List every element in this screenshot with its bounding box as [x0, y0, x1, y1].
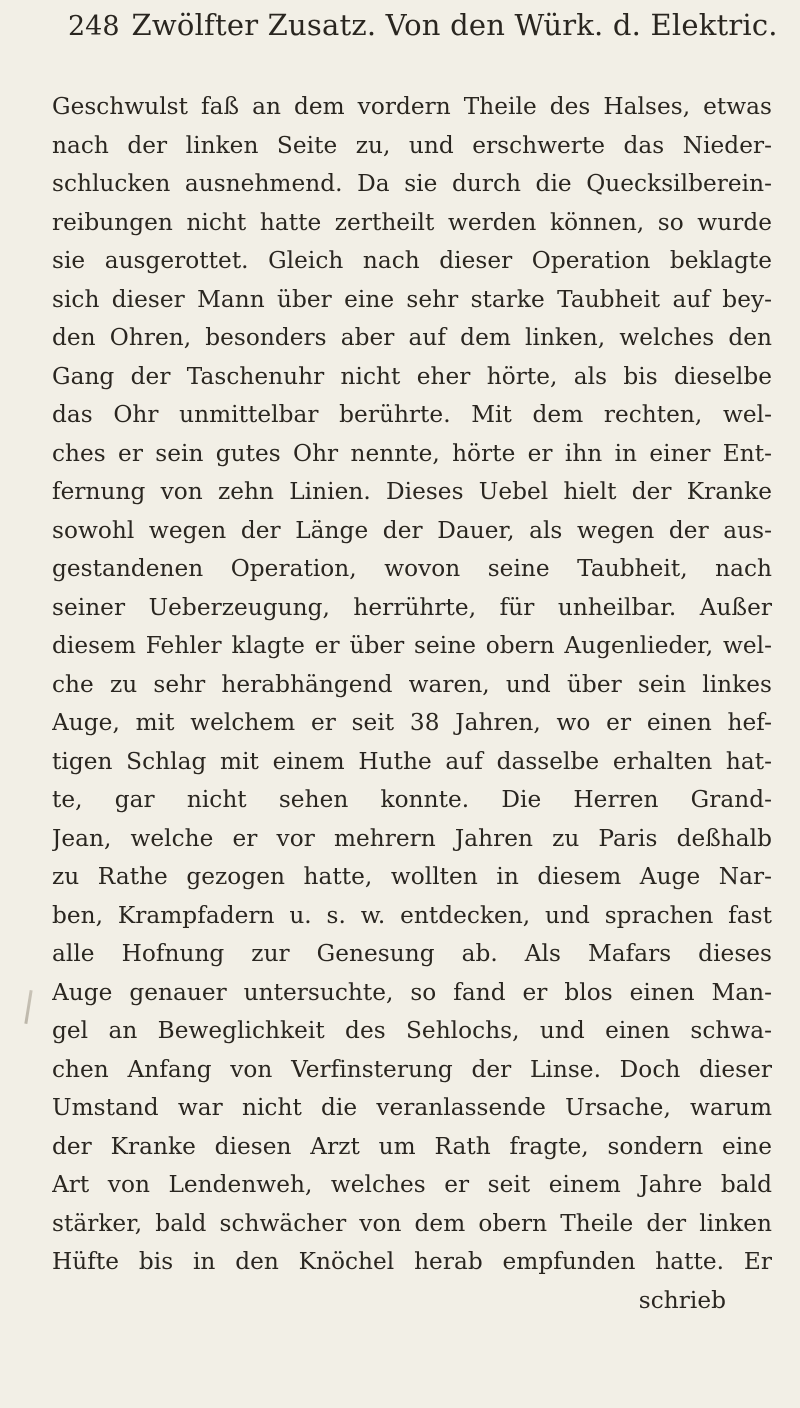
text-line: Jean, welche er vor mehrern Jahren zu Paris deßhalb — [52, 824, 772, 852]
text-line: Hüfte bis in den Knöchel herab empfunden hatte. Er — [52, 1248, 772, 1275]
text-line: reibungen nicht hatte zertheilt werden können, so wurde — [52, 208, 772, 236]
page-number: 248 — [68, 11, 120, 42]
text-line: Auge genauer untersuchte, so fand er blos einen Man- — [52, 978, 772, 1006]
text-line: te, gar nicht sehen konnte. Die Herren Grand- — [52, 786, 772, 813]
running-title: Zwölfter Zusatz. Von den Würk. d. Elektric. — [131, 8, 778, 42]
text-line: sie ausgerottet. Gleich nach dieser Operation beklagte — [52, 247, 772, 274]
text-line: sich dieser Mann über eine sehr starke Taubheit auf bey- — [52, 285, 772, 313]
text-line: das Ohr unmittelbar berührte. Mit dem rechten, wel- — [52, 401, 772, 428]
text-line: Auge, mit welchem er seit 38 Jahren, wo er einen hef- — [52, 709, 772, 736]
text-line: ches er sein gutes Ohr nennte, hörte er ihn in einer Ent- — [52, 439, 772, 467]
text-line: tigen Schlag mit einem Huthe auf dasselbe erhalten hat- — [52, 747, 772, 775]
text-line: Gang der Taschenuhr nicht eher hörte, als bis dieselbe — [52, 362, 772, 390]
text-line: Umstand war nicht die veranlassende Ursache, warum — [52, 1094, 772, 1121]
text-line: stärker, bald schwächer von dem obern Theile der linken — [52, 1209, 772, 1237]
catchword: schrieb — [638, 1286, 726, 1314]
pencil-margin-mark — [24, 990, 32, 1024]
text-line: seiner Ueberzeugung, herrührte, für unheilbar. Außer — [52, 593, 772, 621]
text-line: der Kranke diesen Arzt um Rath fragte, sondern eine — [52, 1132, 772, 1160]
text-line: diesem Fehler klagte er über seine obern Augenlieder, wel- — [52, 632, 772, 659]
text-line: che zu sehr herabhängend waren, und über sein linkes — [52, 670, 772, 698]
body-text — [52, 88, 772, 1320]
text-line: fernung von zehn Linien. Dieses Uebel hielt der Kranke — [52, 478, 772, 505]
text-line: nach der linken Seite zu, und erschwerte das Nieder- — [52, 131, 772, 159]
text-line: Art von Lendenweh, welches er seit einem Jahre bald — [52, 1171, 772, 1198]
text-line: sowohl wegen der Länge der Dauer, als wegen der aus- — [52, 516, 772, 544]
text-line: gestandenen Operation, wovon seine Taubheit, nach — [52, 555, 772, 582]
text-line: Geschwulst faß an dem vordern Theile des Halses, etwas — [52, 93, 772, 120]
text-line: den Ohren, besonders aber auf dem linken, welches den — [52, 324, 772, 351]
text-line: chen Anfang von Verfinsterung der Linse. Doch dieser — [52, 1055, 772, 1083]
text-line: ben, Krampfadern u. s. w. entdecken, und sprachen fast — [52, 901, 772, 929]
running-head — [68, 8, 778, 52]
text-line: zu Rathe gezogen hatte, wollten in diesem Auge Nar- — [52, 863, 772, 890]
text-line: alle Hofnung zur Genesung ab. Als Mafars dieses — [52, 940, 772, 967]
text-line: schlucken ausnehmend. Da sie durch die Quecksilberein- — [52, 170, 772, 197]
text-line: gel an Beweglichkeit des Sehlochs, und einen schwa- — [52, 1017, 772, 1044]
